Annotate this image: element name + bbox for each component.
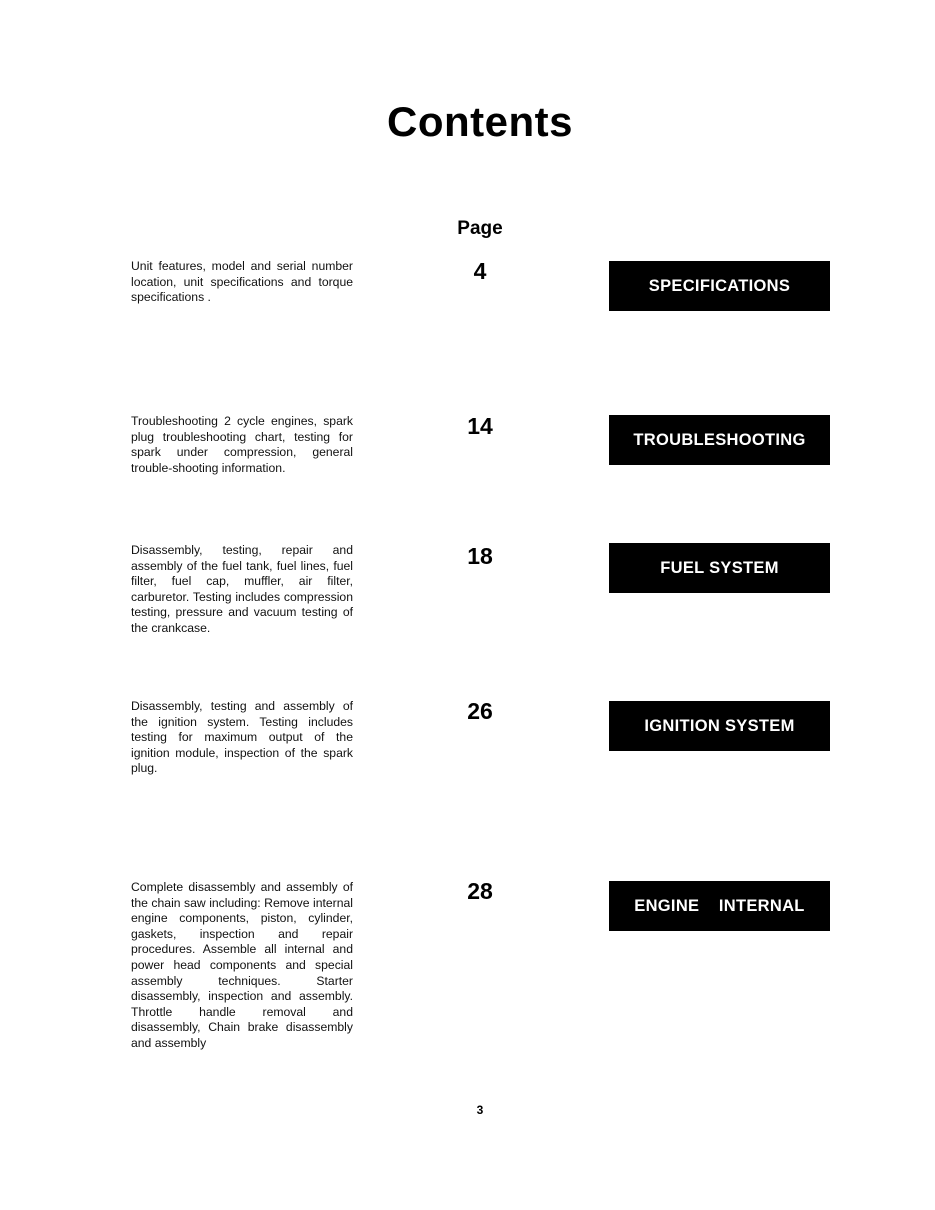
section-tab-label: ENGINE INTERNAL [634,896,805,915]
entry-page-number: 18 [467,543,493,569]
entry-description: Complete disassembly and assembly of the chain saw including: Remove internal engine components, piston, cylinder, gaskets, inspection and repair procedures. Assemble all internal and power head components and special assembly techniques. Starter disassembly, inspection and assembly. Throttle handle removal and disassembly, Chain brake disassembly and assembly [131,880,353,1050]
section-tab-troubleshooting[interactable] [609,415,830,465]
section-tab-label: FUEL SYSTEM [660,558,779,577]
entry-page-number: 14 [467,413,493,439]
entry-description: Troubleshooting 2 cycle engines, spark plug troubleshooting chart, testing for spark under compression, general trouble-shooting information. [131,414,353,475]
entry-description: Disassembly, testing, repair and assembly of the fuel tank, fuel lines, fuel filter, fuel cap, muffler, air filter, carburetor. Testing includes compression testing, pressure and vacuum testing of the crankcase. [131,543,353,635]
section-tab-specifications[interactable] [609,261,830,311]
entry-description: Unit features, model and serial number location, unit specifications and torque specifications . [131,259,353,305]
entry-description: Disassembly, testing and assembly of the ignition system. Testing includes testing for maximum output of the ignition module, inspection of the spark plug. [131,699,353,776]
page-title: Contents [387,98,573,145]
section-tab-fuel-system[interactable] [609,543,830,593]
entry-page-number: 26 [467,698,493,724]
page-column-header: Page [457,218,503,239]
section-tab-label: IGNITION SYSTEM [644,716,795,735]
section-tab-ignition-system[interactable] [609,701,830,751]
section-tab-engine-internal[interactable] [609,881,830,931]
entry-page-number: 28 [467,878,493,904]
section-tab-label: TROUBLESHOOTING [633,430,806,449]
footer-page-number: 3 [476,1103,484,1117]
section-tab-label: SPECIFICATIONS [648,276,791,295]
entry-page-number: 4 [473,258,487,284]
